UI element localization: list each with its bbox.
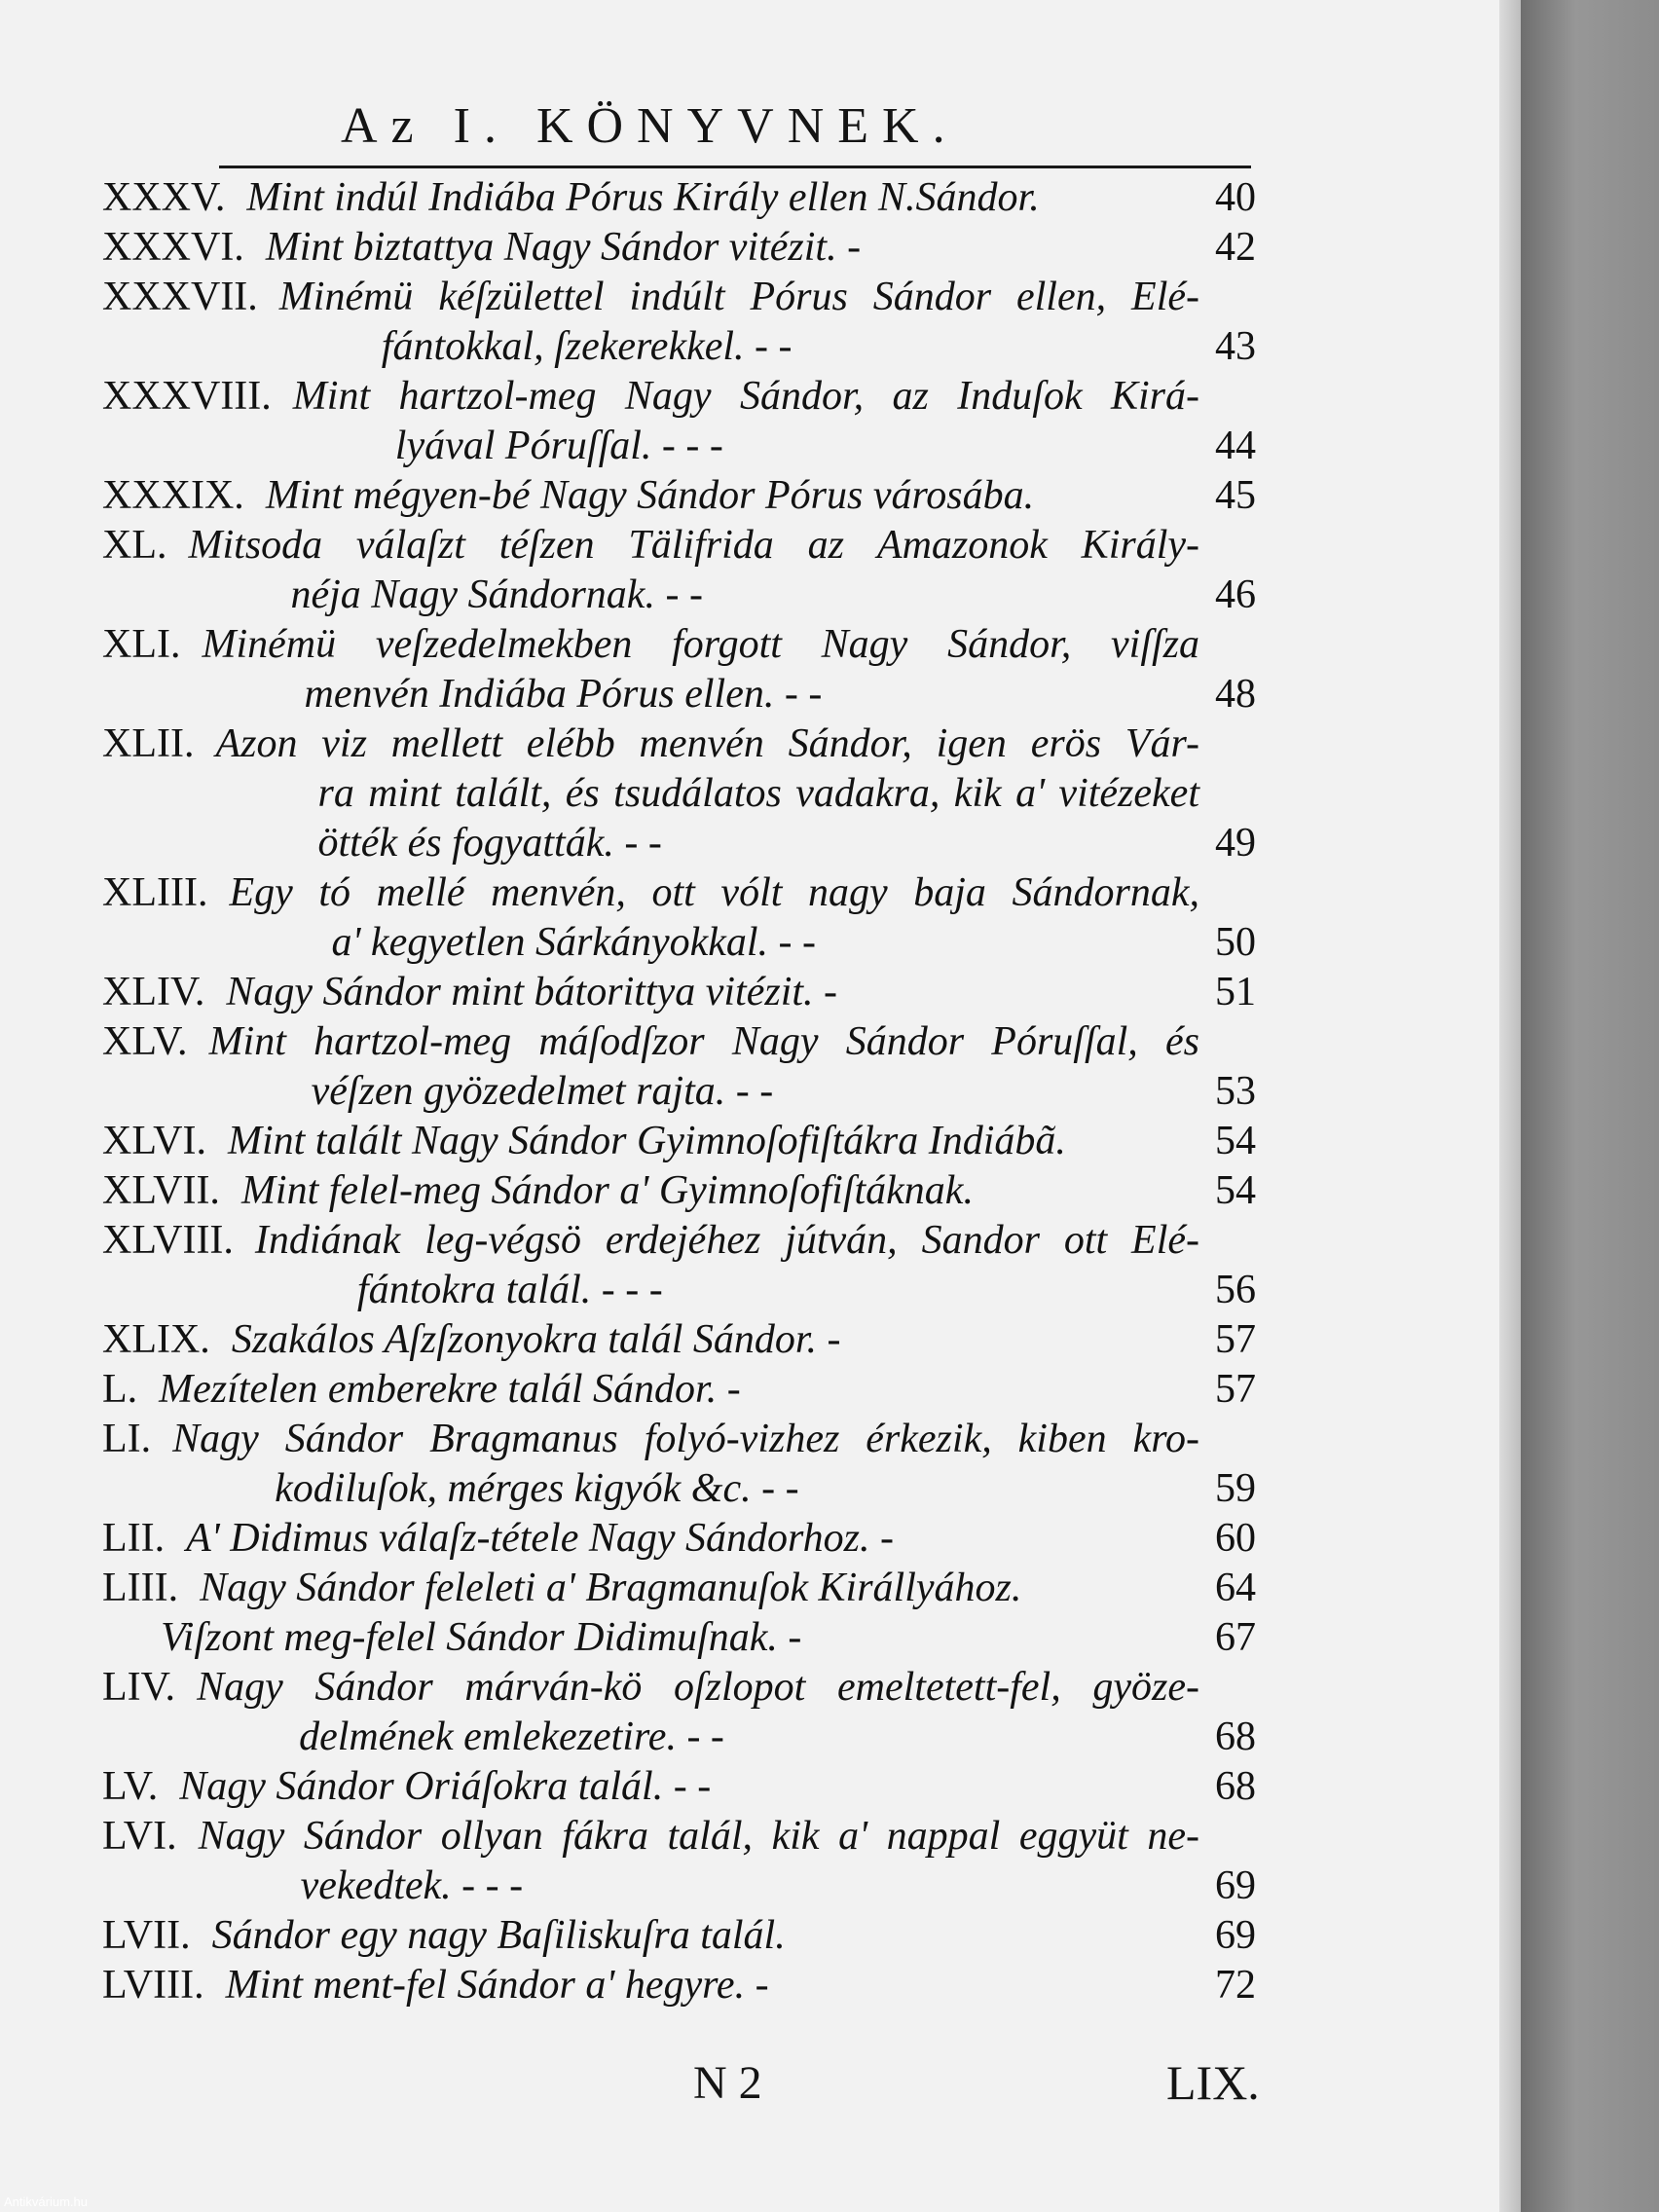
toc-entry xyxy=(102,273,1256,372)
page-number: 68 xyxy=(1215,1714,1256,1759)
title-line xyxy=(215,719,1256,769)
page-number: 72 xyxy=(1215,1963,1256,2008)
toc-entry xyxy=(102,1166,1256,1216)
title-text: delmének emlekezetire. - - xyxy=(299,1714,724,1759)
title-text: Sándor egy nagy Baſiliskuſra talál. xyxy=(211,1913,786,1958)
title-text: Viſzont meg-felel Sándor Didimuſnak. - xyxy=(161,1615,802,1660)
title-text: Mitsoda válaſzt téſzen Tälifrida az Amazonok Király- xyxy=(188,523,1199,568)
chapter-title xyxy=(186,1514,1256,1564)
page-number: 49 xyxy=(1215,821,1256,866)
title-text: lyával Póruſſal. - - - xyxy=(394,424,723,468)
title-text: Mint indúl Indiába Pórus Király ellen N.Sándor. xyxy=(246,175,1040,220)
title-text: Azon viz mellett elébb menvén Sándor, igen erös Vár- xyxy=(215,721,1199,766)
chapter-title xyxy=(212,1911,1256,1961)
page-number: 46 xyxy=(1215,572,1256,617)
chapter-title xyxy=(228,1117,1256,1166)
toc-entry xyxy=(102,620,1256,719)
title-text: A' Didimus válaſz-tétele Nagy Sándorhoz. - xyxy=(186,1516,894,1561)
chapter-title xyxy=(197,1663,1256,1762)
title-line xyxy=(209,1017,1256,1067)
title-line xyxy=(255,1266,1256,1315)
chapter-title xyxy=(199,1812,1256,1911)
title-text: fántokkal, ſzekerekkel. - - xyxy=(381,324,793,369)
title-text: vekedtek. - - - xyxy=(300,1863,524,1908)
page-number: 53 xyxy=(1215,1069,1256,1114)
chapter-number: XLVIII. xyxy=(102,1218,234,1263)
binding-shadow xyxy=(1521,0,1659,2212)
title-line xyxy=(197,1663,1256,1713)
chapter-title xyxy=(161,1564,1256,1663)
title-line xyxy=(189,571,1257,620)
title-line xyxy=(279,322,1256,372)
title-text: Minémü veſzedelmekben forgott Nagy Sándor, viſſza xyxy=(202,622,1199,667)
toc-entry xyxy=(102,1762,1256,1812)
chapter-number: XXXVI. xyxy=(102,225,244,270)
title-line xyxy=(279,273,1256,322)
chapter-title xyxy=(229,868,1256,968)
page-number: 60 xyxy=(1215,1516,1256,1561)
chapter-title xyxy=(215,719,1256,868)
page-number: 57 xyxy=(1215,1367,1256,1412)
title-line xyxy=(232,1315,1256,1365)
title-text: véſzen gyözedelmet rajta. - - xyxy=(311,1069,774,1114)
title-line xyxy=(293,422,1256,471)
title-text: Minémü kéſzülettel indúlt Pórus Sándor ellen, Elé- xyxy=(278,275,1199,319)
title-text: Mint hartzol-meg máſodſzor Nagy Sándor Póruſſal, és xyxy=(208,1019,1199,1064)
title-line xyxy=(266,223,1256,273)
chapter-title xyxy=(172,1415,1256,1514)
chapter-number: LVIII. xyxy=(102,1963,204,2008)
chapter-title xyxy=(255,1216,1256,1315)
chapter-number: XXXIX. xyxy=(102,473,244,518)
title-line xyxy=(172,1415,1256,1464)
page-number: 64 xyxy=(1215,1566,1256,1610)
title-text: Mint biztattya Nagy Sándor vitézit. - xyxy=(265,225,862,270)
page-number: 54 xyxy=(1215,1119,1256,1163)
chapter-number: L. xyxy=(102,1367,138,1412)
page-number: 59 xyxy=(1215,1466,1256,1511)
title-line xyxy=(266,471,1256,521)
chapter-title xyxy=(266,471,1256,521)
title-line xyxy=(246,173,1256,223)
chapter-number: LVI. xyxy=(102,1814,177,1859)
toc-entry xyxy=(102,1415,1256,1514)
title-text: néja Nagy Sándornak. - - xyxy=(290,572,703,617)
title-text: a' kegyetlen Sárkányokkal. - - xyxy=(331,920,817,965)
title-text: Mint felel-meg Sándor a' Gyimnoſofiſtáknak. xyxy=(240,1168,974,1213)
toc-entry xyxy=(102,1514,1256,1564)
chapter-number: XLII. xyxy=(102,721,195,766)
title-line xyxy=(209,1067,1256,1117)
page-number: 68 xyxy=(1215,1764,1256,1809)
title-line xyxy=(197,1713,1256,1762)
chapter-number: LI. xyxy=(102,1417,152,1461)
toc-entry xyxy=(102,1216,1256,1315)
page-number: 51 xyxy=(1215,970,1256,1014)
title-text: kodiluſok, mérges kigyók &c. - - xyxy=(275,1466,799,1511)
toc-entry xyxy=(102,719,1256,868)
page-number: 45 xyxy=(1215,473,1256,518)
page-number: 69 xyxy=(1215,1863,1256,1908)
title-text: ra mint talált, és tsudálatos vadakra, kik a' vitézeket xyxy=(317,771,1199,816)
chapter-title xyxy=(293,372,1256,471)
page-number: 69 xyxy=(1215,1913,1256,1958)
title-text: Mint hartzol-meg Nagy Sándor, az Induſok Kirá- xyxy=(292,374,1199,419)
chapter-number: XLVII. xyxy=(102,1168,220,1213)
page-edge xyxy=(1499,0,1521,2212)
toc-entry xyxy=(102,471,1256,521)
page-number: 42 xyxy=(1215,225,1256,270)
toc-entry xyxy=(102,521,1256,620)
title-line xyxy=(161,1613,1256,1663)
title-line xyxy=(199,1862,1256,1911)
title-line xyxy=(228,1117,1256,1166)
chapter-title xyxy=(266,223,1256,273)
title-text: Mezítelen emberekre talál Sándor. - xyxy=(159,1367,741,1412)
title-line xyxy=(199,1812,1256,1862)
header-rule xyxy=(219,166,1251,168)
title-text: Szakálos Aſzſzonyokra talál Sándor. - xyxy=(231,1317,841,1362)
toc-entry xyxy=(102,1812,1256,1911)
chapter-number: LIII. xyxy=(102,1566,179,1610)
title-line xyxy=(202,620,1256,670)
title-line xyxy=(293,372,1256,422)
toc-entry xyxy=(102,1564,1256,1663)
title-text: Mint ment-fel Sándor a' hegyre. - xyxy=(225,1963,769,2008)
chapter-number: XXXVII. xyxy=(102,275,258,319)
page-number: 43 xyxy=(1215,324,1256,369)
chapter-title xyxy=(232,1315,1256,1365)
toc-entry xyxy=(102,1663,1256,1762)
title-text: fántokra talál. - - - xyxy=(356,1268,663,1312)
title-text: Nagy Sándor márván-kö oſzlopot emeltetett-fel, gyöze- xyxy=(197,1665,1199,1710)
chapter-number: LV. xyxy=(102,1764,159,1809)
page-number: 50 xyxy=(1215,920,1256,965)
title-text: Nagy Sándor Oriáſokra talál. - - xyxy=(179,1764,712,1809)
title-text: Indiának leg-végsö erdejéhez jútván, Sandor ott Elé- xyxy=(254,1218,1199,1263)
chapter-number: LII. xyxy=(102,1516,166,1561)
title-line xyxy=(186,1514,1256,1564)
page-number: 67 xyxy=(1215,1615,1256,1660)
running-header: Az I. KÖNYVNEK. xyxy=(341,98,959,154)
title-text: Nagy Sándor ollyan fákra talál, kik a' nappal eggyüt ne- xyxy=(198,1814,1199,1859)
chapter-title xyxy=(202,620,1256,719)
title-line xyxy=(241,1166,1256,1216)
chapter-number: LVII. xyxy=(102,1913,191,1958)
title-text: menvén Indiába Pórus ellen. - - xyxy=(304,672,823,717)
title-line xyxy=(229,868,1256,918)
toc-entry xyxy=(102,968,1256,1017)
title-text: Mint mégyen-bé Nagy Sándor Pórus városába. xyxy=(265,473,1035,518)
title-line xyxy=(226,968,1256,1017)
toc-entry xyxy=(102,1017,1256,1117)
page-number: 44 xyxy=(1215,424,1256,468)
toc-entry xyxy=(102,1911,1256,1961)
chapter-number: XLV. xyxy=(102,1019,188,1064)
title-line xyxy=(226,1961,1256,2010)
page-number: 40 xyxy=(1215,175,1256,220)
toc-entry xyxy=(102,1365,1256,1415)
chapter-title xyxy=(279,273,1256,372)
chapter-number: XXXVIII. xyxy=(102,374,272,419)
chapter-number: XLVI. xyxy=(102,1119,206,1163)
toc-entry xyxy=(102,173,1256,223)
title-line xyxy=(159,1365,1256,1415)
chapter-title xyxy=(159,1365,1256,1415)
chapter-title xyxy=(241,1166,1256,1216)
title-line xyxy=(172,1464,1256,1514)
title-line xyxy=(212,1911,1256,1961)
chapter-title xyxy=(179,1762,1256,1812)
title-text: Nagy Sándor Bragmanus folyó-vizhez érkezik, kiben kro- xyxy=(172,1417,1199,1461)
chapter-number: XLIV. xyxy=(102,970,205,1014)
title-text: Nagy Sándor mint bátorittya vitézit. - xyxy=(226,970,838,1014)
title-text: Nagy Sándor feleleti a' Bragmanuſok Királlyához. xyxy=(200,1566,1022,1610)
title-line xyxy=(179,1762,1256,1812)
title-text: Egy tó mellé menvén, ott vólt nagy baja Sándornak, xyxy=(229,870,1199,915)
toc-entry xyxy=(102,223,1256,273)
chapter-title xyxy=(226,968,1256,1017)
catchword: LIX. xyxy=(1166,2055,1260,2110)
title-line xyxy=(229,918,1256,968)
toc-entry xyxy=(102,372,1256,471)
signature-mark: N 2 xyxy=(693,2057,762,2109)
toc-entry xyxy=(102,1961,1256,2010)
chapter-number: XLI. xyxy=(102,622,181,667)
chapter-number: XLIII. xyxy=(102,870,208,915)
page-number: 57 xyxy=(1215,1317,1256,1362)
page-number: 48 xyxy=(1215,672,1256,717)
chapter-title xyxy=(246,173,1256,223)
table-of-contents xyxy=(102,173,1256,2010)
chapter-title xyxy=(189,521,1257,620)
toc-entry xyxy=(102,868,1256,968)
title-line xyxy=(189,521,1257,571)
title-line xyxy=(255,1216,1256,1266)
title-line xyxy=(202,670,1256,719)
toc-entry xyxy=(102,1117,1256,1166)
page-number: 56 xyxy=(1215,1268,1256,1312)
chapter-title xyxy=(226,1961,1256,2010)
chapter-number: XLIX. xyxy=(102,1317,210,1362)
watermark: Antikvárium.hu xyxy=(4,2194,88,2209)
chapter-number: LIV. xyxy=(102,1665,176,1710)
chapter-number: XXXV. xyxy=(102,175,226,220)
toc-entry xyxy=(102,1315,1256,1365)
title-line xyxy=(215,819,1256,868)
page-number: 54 xyxy=(1215,1168,1256,1213)
title-line xyxy=(215,769,1256,819)
chapter-number: XL. xyxy=(102,523,167,568)
title-text: ötték és fogyatták. - - xyxy=(317,821,662,866)
title-text: Mint talált Nagy Sándor Gyimnoſofiſtákra Indiábã. xyxy=(227,1119,1066,1163)
title-line xyxy=(200,1564,1256,1613)
chapter-title xyxy=(209,1017,1256,1117)
